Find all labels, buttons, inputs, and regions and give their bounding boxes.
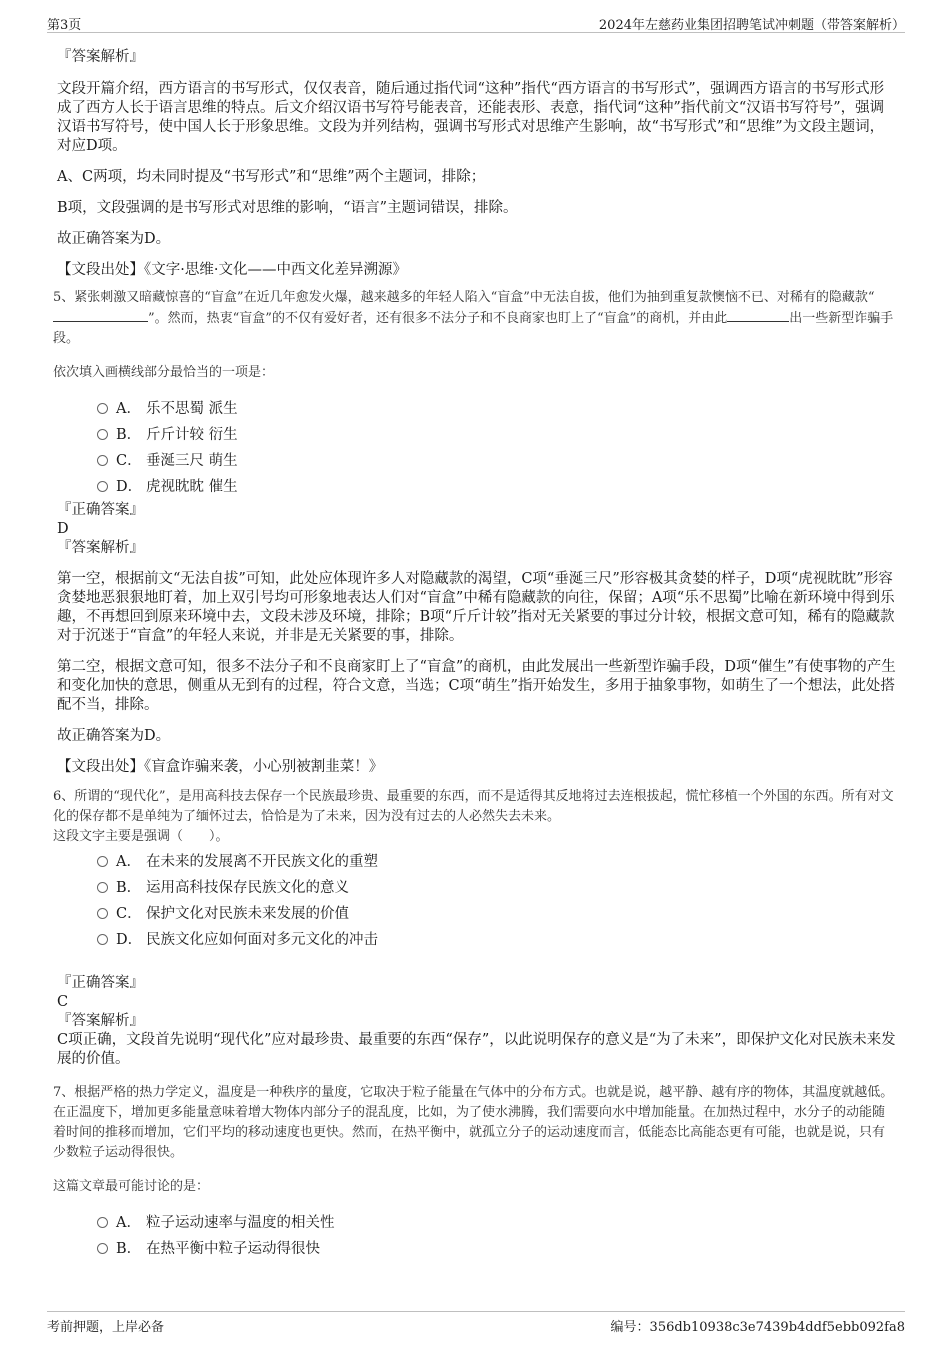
q7-stem: 7、根据严格的热力学定义，温度是一种秩序的量度，它取决于粒子能量在气体中的分布方式。也就是说，越平静、越有序的物体，其温度就越低。在正温度下，增加更多能量意味着增大物体内部分子的混乱度，比如，为了使水沸腾，我们需要向水中增加能量。在加热过程中，水分子的动能随着时间的推移而增加，它们平均的移动速度也更快。然而，在热平衡中，就孤立分子的运动速度而言，低能态比高能态更有可能，也就是说，只有少数粒子运动得很快。	[53, 1085, 894, 1160]
q5-options	[97, 396, 897, 500]
radio-icon[interactable]	[97, 481, 108, 492]
page-header	[47, 10, 905, 33]
q7-option-a[interactable]: A． 粒子运动速率与温度的相关性	[97, 1210, 897, 1236]
q6-option-c[interactable]: C． 保护文化对民族未来发展的价值	[97, 901, 897, 927]
document-title: 2024年左慈药业集团招聘笔试冲刺题（带答案解析）	[598, 18, 905, 33]
q6-answer: C	[57, 994, 69, 1010]
q5-stem: 5、紧张刺激又暗藏惊喜的“盲盒”在近几年愈发火爆，越来越多的年轻人陷入“盲盒”中无法自拔，他们为抽到重复款懊恼不已、对稀有的隐藏款“”。然而，热衷“盲盒”的不仅有爱好者，还有很多不法分子和不良商家也盯上了“盲盒”的商机，并由此 出一些新型诈骗手段。	[53, 290, 894, 346]
q5-option-c[interactable]: C． 垂涎三尺 萌生	[97, 448, 897, 474]
q4-source: 【文段出处】《文字·思维·文化——中西文化差异溯源》	[57, 262, 407, 278]
radio-icon[interactable]	[97, 403, 108, 414]
radio-icon[interactable]	[97, 429, 108, 440]
q6-option-b[interactable]: B． 运用高科技保存民族文化的意义	[97, 875, 897, 901]
page-content	[53, 48, 897, 1262]
q6-option-a[interactable]: A． 在未来的发展离不开民族文化的重塑	[97, 849, 897, 875]
q6-option-d[interactable]: D． 民族文化应如何面对多元文化的冲击	[97, 927, 897, 953]
q6-instruction: 这段文字主要是强调（ ）。	[53, 829, 229, 844]
q4-analysis-p1: 文段开篇介绍，西方语言的书写形式，仅仅表音，随后通过指代词“这种”指代“西方语言的书写形式”，强调西方语言的书写形式形成了西方人长于语言思维的特点。后文介绍汉语书写符号能表音，还能表形、表意，指代词“这种”指代前文“汉语书写符号”，强调汉语书写符号，使中国人长于形象思维。文段为并列结构，强调书写形式对思维产生影响，故“书写形式”和“思维”为文段主题词，对应D项。	[57, 81, 885, 154]
radio-icon[interactable]	[97, 908, 108, 919]
q6-options	[97, 849, 897, 953]
radio-icon[interactable]	[97, 1243, 108, 1254]
q4-analysis-p4: 故正确答案为D。	[57, 231, 171, 247]
q5-option-a[interactable]: A． 乐不思蜀 派生	[97, 396, 897, 422]
q6-correct-label: 『正确答案』	[57, 975, 144, 991]
q5-correct-label: 『正确答案』	[57, 502, 144, 518]
footer-slogan: 考前押题，上岸必备	[47, 1320, 165, 1335]
q7-option-b[interactable]: B． 在热平衡中粒子运动得很快	[97, 1236, 897, 1262]
q5-analysis-p2: 第二空，根据文意可知，很多不法分子和不良商家盯上了“盲盒”的商机，由此发展出一些新型诈骗手段，D项“催生”有使事物的产生和变化加快的意思，侧重从无到有的过程，符合文意，当选；C项“萌生”指开始发生，多用于抽象事物，如萌生了一个想法，此处搭配不当，排除。	[57, 659, 896, 713]
q5-analysis-label: 『答案解析』	[57, 540, 144, 556]
q7-options	[97, 1210, 897, 1262]
q5-option-b[interactable]: B． 斤斤计较 衍生	[97, 422, 897, 448]
q5-instruction: 依次填入画横线部分最恰当的一项是：	[53, 365, 275, 380]
radio-icon[interactable]	[97, 455, 108, 466]
radio-icon[interactable]	[97, 882, 108, 893]
q4-analysis-p3: B项，文段强调的是书写形式对思维的影响，“语言”主题词错误，排除。	[57, 200, 518, 216]
radio-icon[interactable]	[97, 856, 108, 867]
page-footer	[47, 1311, 905, 1334]
document-id: 编号：356db10938c3e7439b4ddf5ebb092fa8	[610, 1320, 905, 1335]
radio-icon[interactable]	[97, 1217, 108, 1228]
q6-analysis: C项正确，文段首先说明“现代化”应对最珍贵、最重要的东西“保存”，以此说明保存的意义是“为了未来”，即保护文化对民族未来发展的价值。	[57, 1032, 896, 1067]
q5-source: 【文段出处】《盲盒诈骗来袭，小心别被割韭菜！》	[57, 759, 384, 775]
q6-stem: 6、所谓的“现代化”，是用高科技去保存一个民族最珍贵、最重要的东西，而不是适得其反地将过去连根拔起，慌忙移植一个外国的东西。所有对文化的保存都不是单纯为了缅怀过去，恰恰是为了未来，因为没有过去的人必然失去未来。	[53, 789, 894, 824]
q5-blank-1	[53, 308, 148, 322]
page-number: 第3页	[47, 18, 82, 33]
q5-answer: D	[57, 521, 69, 537]
q4-analysis-label: 『答案解析』	[57, 49, 144, 65]
q6-analysis-label: 『答案解析』	[57, 1013, 144, 1029]
q5-analysis-p3: 故正确答案为D。	[57, 728, 171, 744]
radio-icon[interactable]	[97, 934, 108, 945]
q5-option-d[interactable]: D． 虎视眈眈 催生	[97, 474, 897, 500]
q4-analysis-p2: A、C两项，均未同时提及“书写形式”和“思维”两个主题词，排除；	[57, 169, 486, 185]
q5-blank-2	[727, 308, 789, 322]
q5-analysis-p1: 第一空，根据前文“无法自拔”可知，此处应体现许多人对隐藏款的渴望，C项“垂涎三尺”形容极其贪婪的样子，D项“虎视眈眈”形容贪婪地恶狠狠地盯着，加上双引号均可形象地表达人们对“盲盒”中稀有隐藏款的向往，保留；A项“乐不思蜀”比喻在新环境中得到乐趣，不再想回到原来环境中去，文段未涉及环境，排除；B项“斤斤计较”指对无关紧要的事过分计较，根据文意可知，稀有的隐藏款对于沉迷于“盲盒”的年轻人来说，并非是无关紧要的事，排除。	[57, 571, 895, 644]
q7-instruction: 这篇文章最可能讨论的是：	[53, 1179, 210, 1194]
